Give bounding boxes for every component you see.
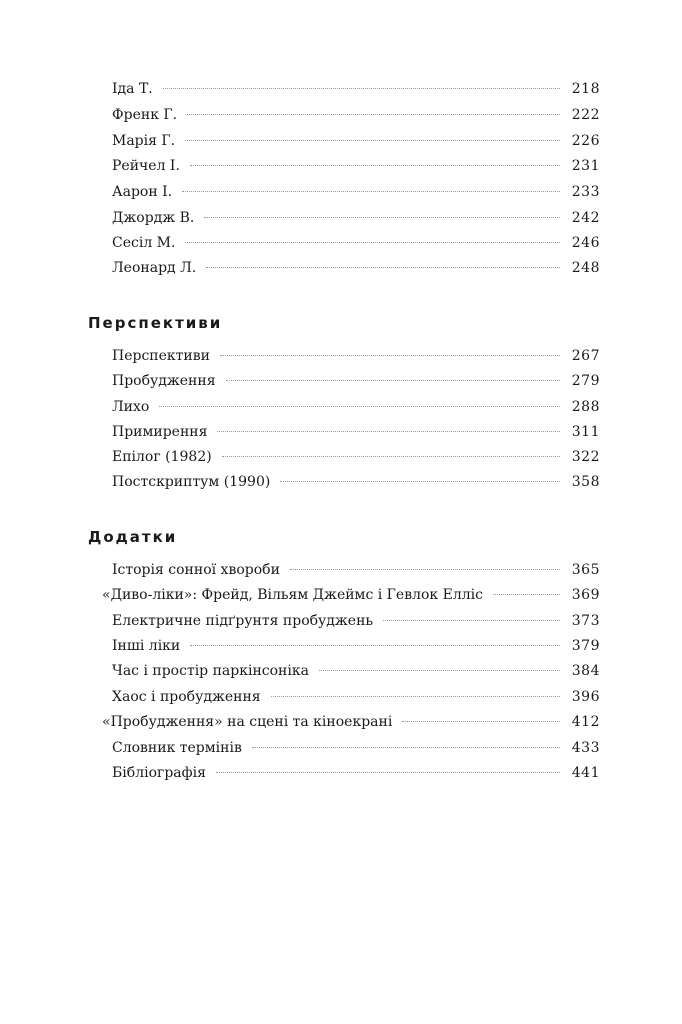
toc-entry-title: Хаос і пробудження bbox=[112, 689, 261, 705]
dot-leader bbox=[383, 619, 560, 621]
toc-entry bbox=[112, 559, 600, 581]
toc-entry-page: 358 bbox=[571, 474, 600, 490]
dot-leader bbox=[190, 164, 560, 166]
toc-entry-title: Епілог (1982) bbox=[112, 449, 212, 465]
dot-leader bbox=[217, 430, 559, 432]
toc-entry-title: Примирення bbox=[112, 424, 208, 440]
toc-entry bbox=[112, 181, 600, 203]
toc-entry-title: Пробудження bbox=[112, 373, 216, 389]
toc-entry bbox=[112, 155, 600, 177]
dot-leader bbox=[319, 669, 560, 671]
dot-leader bbox=[187, 113, 560, 115]
toc-entry-title: Бібліографія bbox=[112, 765, 206, 781]
toc-entry-title: Словник термінів bbox=[112, 740, 242, 756]
dot-leader bbox=[252, 746, 560, 748]
toc-entry-page: 242 bbox=[571, 210, 600, 226]
dot-leader bbox=[290, 568, 560, 570]
toc-entry-title: Джордж В. bbox=[112, 210, 195, 226]
dot-leader bbox=[402, 720, 559, 722]
toc-entry-title: Леонард Л. bbox=[112, 260, 197, 276]
toc-entry-page: 311 bbox=[571, 424, 600, 440]
toc-entry bbox=[112, 207, 600, 229]
toc-entry-title: Аарон І. bbox=[112, 184, 173, 200]
toc-entry bbox=[112, 686, 600, 708]
toc-entry bbox=[102, 584, 600, 606]
toc-entry-title: Лихо bbox=[112, 399, 150, 415]
dot-leader bbox=[271, 695, 560, 697]
dot-leader bbox=[222, 455, 560, 457]
toc-entry-page: 379 bbox=[571, 638, 600, 654]
dot-leader bbox=[159, 405, 559, 407]
toc-entry-title: Перспективи bbox=[112, 348, 210, 364]
toc-entry bbox=[112, 737, 600, 759]
toc-entry bbox=[112, 345, 600, 367]
toc-entry bbox=[112, 78, 600, 100]
toc-entry-title: Історія сонної хвороби bbox=[112, 562, 280, 578]
toc-entry-title: Френк Г. bbox=[112, 107, 178, 123]
toc-entry-page: 384 bbox=[571, 663, 600, 679]
toc-entry-title: Іда Т. bbox=[112, 81, 153, 97]
dot-leader bbox=[185, 139, 560, 141]
toc-entry-page: 441 bbox=[571, 765, 600, 781]
toc-entry-page: 248 bbox=[571, 260, 600, 276]
toc-entry-page: 396 bbox=[571, 689, 600, 705]
toc-entry-title: Постскриптум (1990) bbox=[112, 474, 271, 490]
section-heading-appendices: Додатки bbox=[88, 528, 178, 546]
toc-entry bbox=[112, 257, 600, 279]
toc-entry bbox=[112, 610, 600, 632]
dot-leader bbox=[493, 593, 560, 595]
dot-leader bbox=[206, 266, 560, 268]
dot-leader bbox=[280, 480, 559, 482]
toc-entry-page: 279 bbox=[571, 373, 600, 389]
toc-entry-title: Сесіл М. bbox=[112, 235, 176, 251]
toc-entry-page: 222 bbox=[571, 107, 600, 123]
toc-entry bbox=[112, 130, 600, 152]
toc-entry-title: Час і простір паркінсоніка bbox=[112, 663, 309, 679]
toc-entry-page: 433 bbox=[571, 740, 600, 756]
dot-leader bbox=[226, 379, 560, 381]
dot-leader bbox=[220, 354, 560, 356]
section-heading-perspectives: Перспективи bbox=[88, 314, 223, 332]
toc-entry-page: 288 bbox=[571, 399, 600, 415]
toc-entry-page: 365 bbox=[571, 562, 600, 578]
toc-entry-page: 412 bbox=[571, 714, 600, 730]
toc-entry-title: Інші ліки bbox=[112, 638, 181, 654]
toc-entry bbox=[112, 446, 600, 468]
dot-leader bbox=[182, 190, 560, 192]
toc-entry-page: 233 bbox=[571, 184, 600, 200]
toc-entry-page: 369 bbox=[571, 587, 600, 603]
toc-entry bbox=[112, 471, 600, 493]
toc-entry-page: 246 bbox=[571, 235, 600, 251]
toc-entry bbox=[112, 660, 600, 682]
dot-leader bbox=[163, 87, 560, 89]
toc-entry-page: 231 bbox=[571, 158, 600, 174]
toc-entry-title: Електричне підґрунтя пробуджень bbox=[112, 613, 374, 629]
dot-leader bbox=[185, 241, 559, 243]
toc-entry bbox=[112, 762, 600, 784]
dot-leader bbox=[216, 771, 560, 773]
toc-entry-title: Рейчел І. bbox=[112, 158, 180, 174]
toc-entry bbox=[112, 104, 600, 126]
toc-entry-page: 373 bbox=[571, 613, 600, 629]
toc-entry bbox=[112, 396, 600, 418]
dot-leader bbox=[190, 644, 560, 646]
toc-entry-title: Марія Г. bbox=[112, 133, 176, 149]
toc-entry-title: «Диво-ліки»: Фрейд, Вільям Джеймс і Гевлок Елліс bbox=[102, 587, 483, 603]
toc-entry bbox=[112, 635, 600, 657]
toc-entry-page: 218 bbox=[571, 81, 600, 97]
toc-entry-page: 267 bbox=[571, 348, 600, 364]
toc-entry bbox=[112, 232, 600, 254]
toc-entry bbox=[112, 370, 600, 392]
dot-leader bbox=[204, 216, 559, 218]
toc-entry bbox=[102, 711, 600, 733]
toc-entry-page: 322 bbox=[571, 449, 600, 465]
toc-entry bbox=[112, 421, 600, 443]
toc-entry-title: «Пробудження» на сцені та кіноекрані bbox=[102, 714, 393, 730]
toc-entry-page: 226 bbox=[571, 133, 600, 149]
